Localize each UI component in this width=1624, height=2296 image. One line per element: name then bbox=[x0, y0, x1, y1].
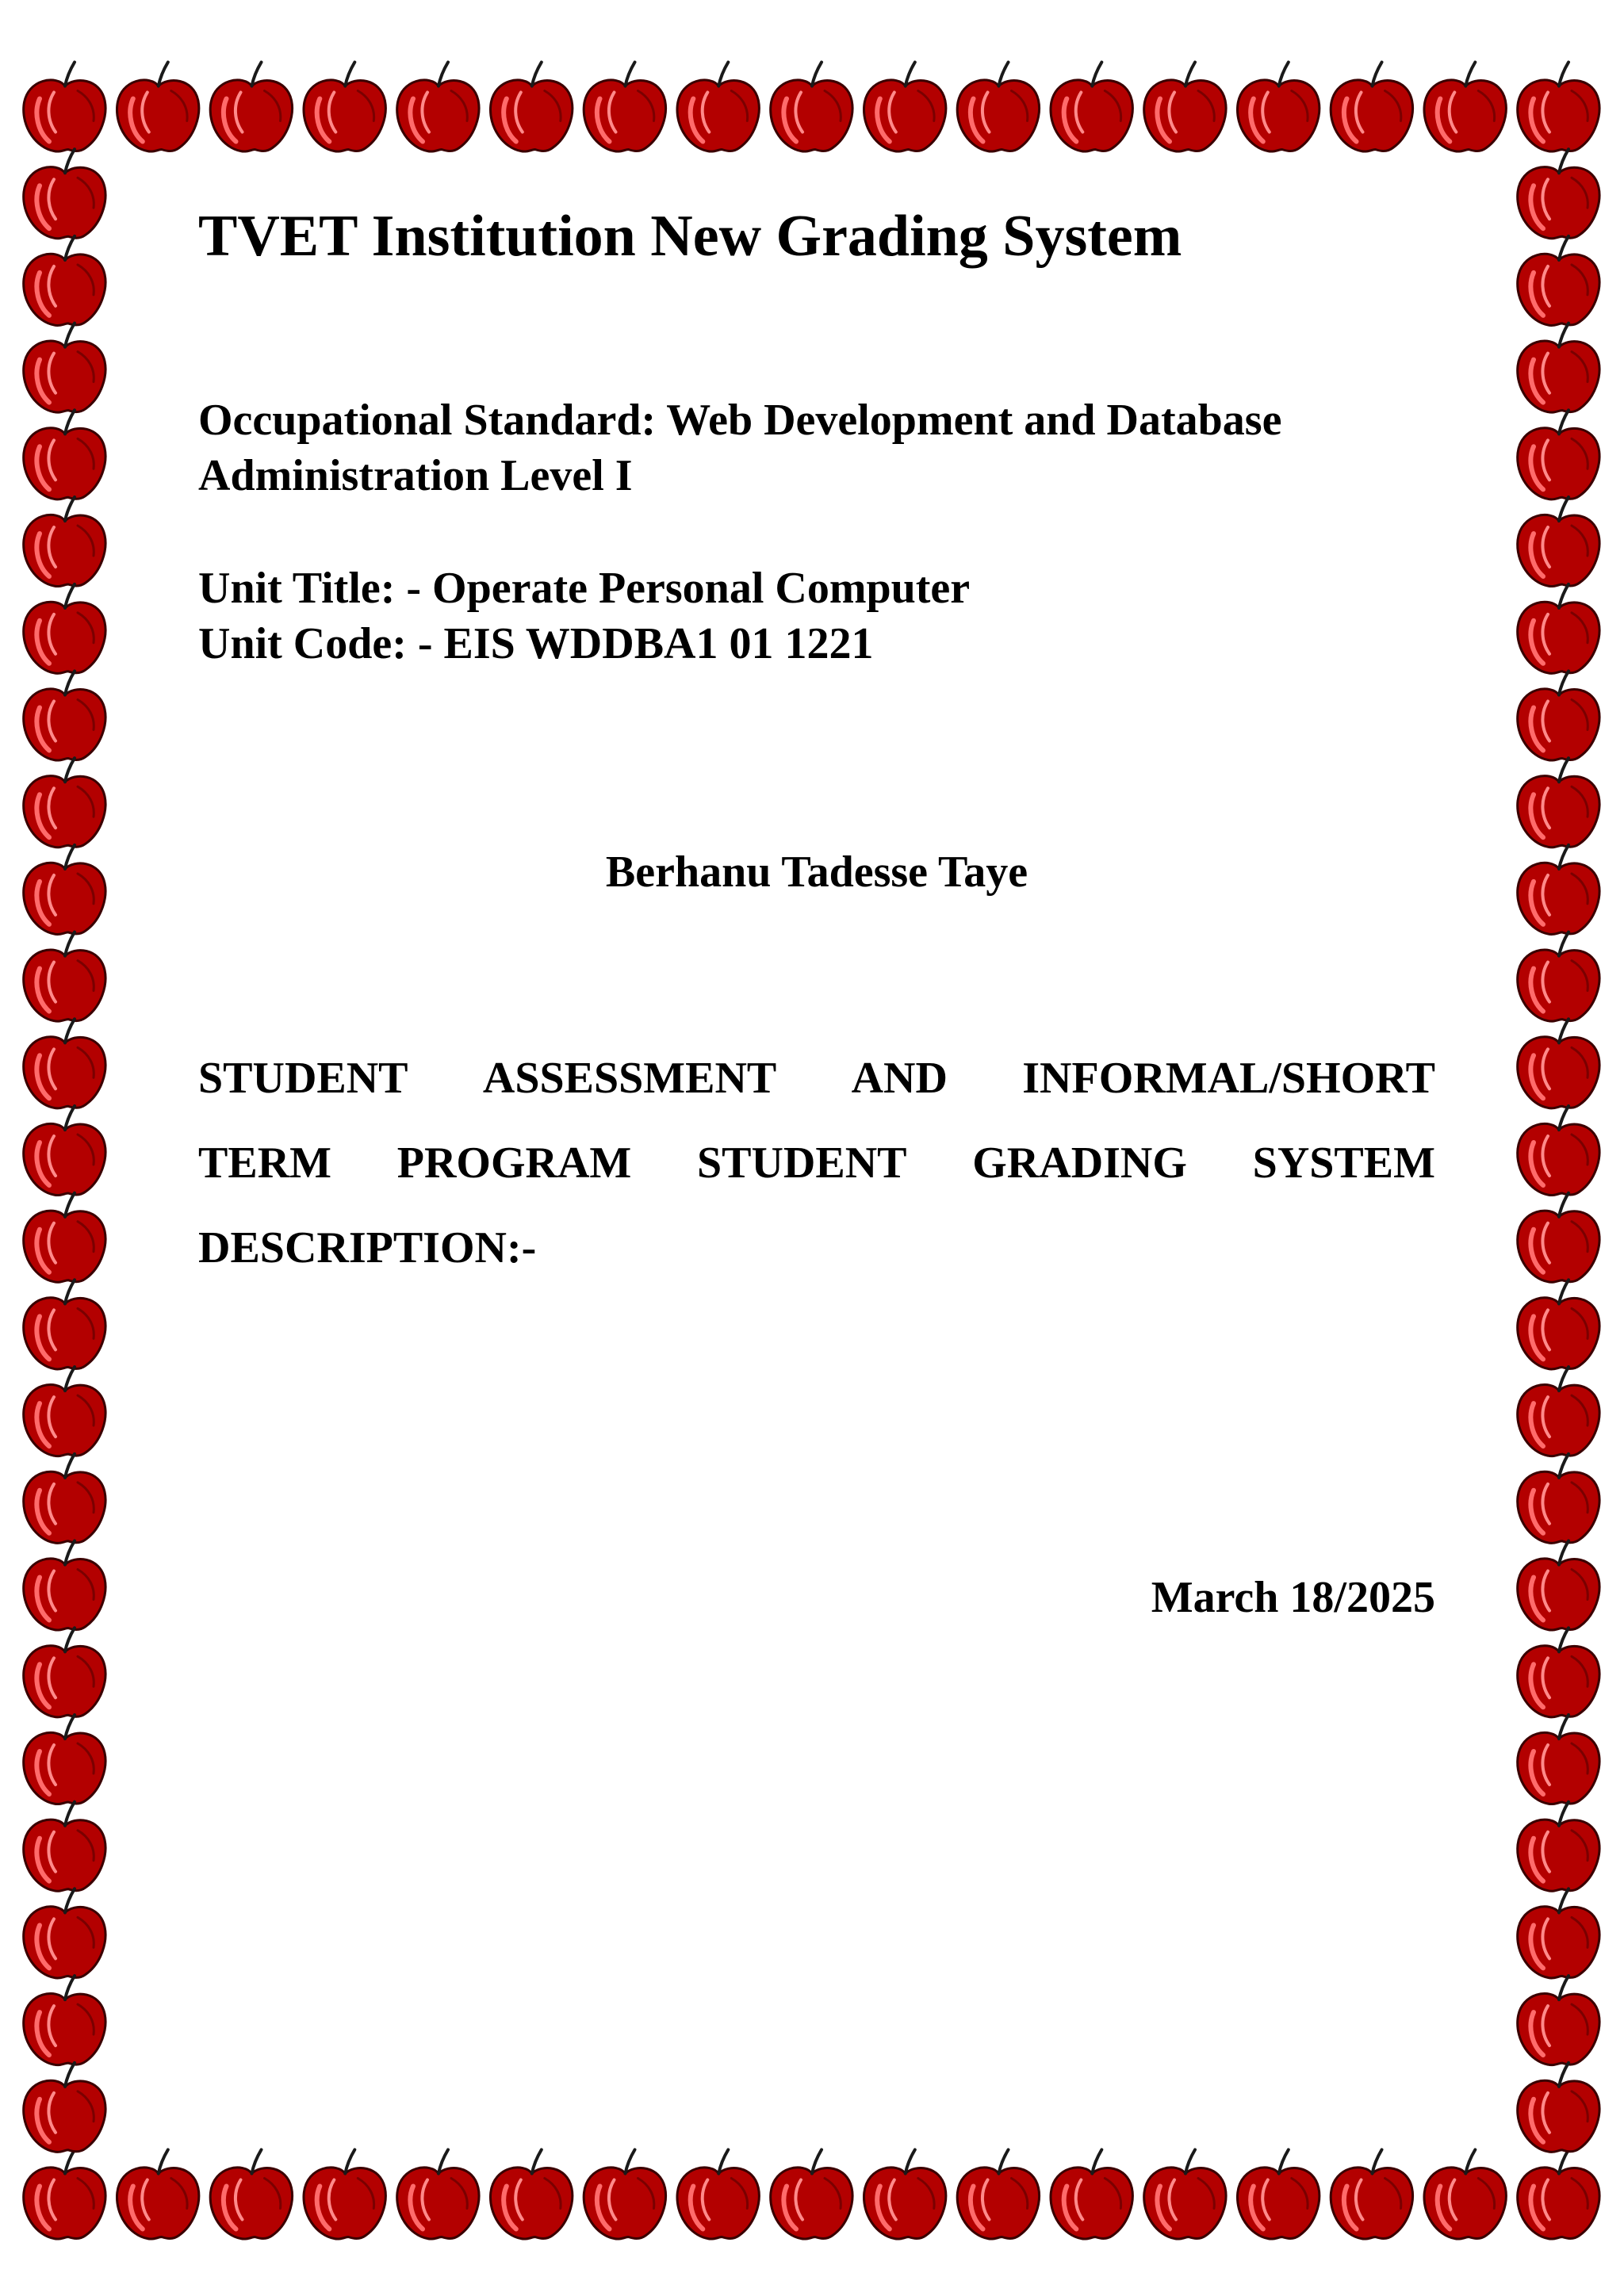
apple-icon bbox=[117, 63, 198, 152]
apple-icon bbox=[24, 1454, 105, 1544]
apple-icon bbox=[24, 1541, 105, 1631]
apple-icon bbox=[24, 63, 105, 152]
apple-icon bbox=[1237, 2150, 1319, 2240]
apple-icon bbox=[1518, 1888, 1599, 1978]
apple-icon bbox=[1518, 1802, 1599, 1892]
heading-word: STUDENT bbox=[696, 1138, 907, 1188]
apple-icon bbox=[1518, 1454, 1599, 1544]
apple-icon bbox=[1518, 2150, 1599, 2240]
apple-icon bbox=[24, 584, 105, 674]
apple-icon bbox=[24, 1106, 105, 1196]
apple-icon bbox=[1144, 2150, 1226, 2240]
apple-icon bbox=[1518, 63, 1599, 152]
apple-icon bbox=[24, 845, 105, 935]
apple-icon bbox=[1518, 1106, 1599, 1196]
apple-icon bbox=[24, 2063, 105, 2152]
apple-icon bbox=[1424, 2150, 1506, 2240]
apple-icon bbox=[24, 236, 105, 326]
apple-icon bbox=[24, 1367, 105, 1456]
apple-icon bbox=[677, 63, 759, 152]
apple-icon bbox=[1518, 2063, 1599, 2152]
apple-icon bbox=[24, 149, 105, 239]
apple-icon bbox=[1518, 845, 1599, 935]
apple-icon bbox=[1518, 1715, 1599, 1804]
apple-icon bbox=[1144, 63, 1226, 152]
heading-word: ASSESSMENT bbox=[482, 1054, 777, 1103]
apple-icon bbox=[24, 1280, 105, 1369]
heading-word: TERM bbox=[198, 1138, 331, 1188]
apple-icon bbox=[397, 2150, 479, 2240]
apple-icon bbox=[864, 63, 945, 152]
apple-icon bbox=[1331, 2150, 1412, 2240]
apple-icon bbox=[957, 2150, 1039, 2240]
apple-icon bbox=[584, 63, 665, 152]
apple-icon bbox=[397, 63, 479, 152]
apple-icon bbox=[1518, 758, 1599, 848]
apple-icon bbox=[24, 2150, 105, 2240]
description-heading-line2 bbox=[198, 1135, 1435, 1191]
apple-icon bbox=[24, 1193, 105, 1283]
description-heading-line1 bbox=[198, 1050, 1435, 1106]
apple-icon bbox=[304, 63, 385, 152]
document-date: March 18/2025 bbox=[1151, 1573, 1435, 1622]
apple-icon bbox=[864, 2150, 945, 2240]
apple-icon bbox=[1518, 1541, 1599, 1631]
unit-title: Unit Title: - Operate Personal Computer bbox=[198, 564, 971, 613]
apple-icon bbox=[1518, 1976, 1599, 2065]
apple-icon bbox=[210, 2150, 292, 2240]
heading-word: PROGRAM bbox=[396, 1138, 632, 1188]
apple-icon bbox=[24, 1715, 105, 1804]
apple-icon bbox=[24, 758, 105, 848]
apple-icon bbox=[584, 2150, 665, 2240]
apple-icon bbox=[1424, 63, 1506, 152]
heading-word: AND bbox=[851, 1054, 948, 1103]
heading-word: STUDENT bbox=[198, 1054, 408, 1103]
description-heading-line3: DESCRIPTION:- bbox=[198, 1223, 537, 1272]
apple-icon bbox=[304, 2150, 385, 2240]
apple-icon bbox=[24, 410, 105, 499]
document-title: TVET Institution New Grading System bbox=[198, 204, 1182, 269]
apple-icon bbox=[24, 323, 105, 413]
apple-icon bbox=[1051, 63, 1132, 152]
apple-icon bbox=[24, 497, 105, 587]
apple-icon bbox=[677, 2150, 759, 2240]
apple-icon bbox=[24, 1628, 105, 1717]
apple-icon bbox=[24, 1802, 105, 1892]
apple-icon bbox=[1518, 1367, 1599, 1456]
apple-icon bbox=[1518, 1019, 1599, 1108]
apple-icon bbox=[1518, 1628, 1599, 1717]
apple-icon bbox=[1518, 1193, 1599, 1283]
apple-icon bbox=[210, 63, 292, 152]
apple-icon bbox=[771, 2150, 852, 2240]
apple-icon bbox=[1331, 63, 1412, 152]
apple-icon bbox=[490, 63, 572, 152]
apple-icon bbox=[1518, 497, 1599, 587]
occupational-standard-line2: Administration Level I bbox=[198, 451, 633, 500]
apple-icon bbox=[24, 932, 105, 1022]
apple-icon bbox=[1518, 323, 1599, 413]
apple-icon bbox=[957, 63, 1039, 152]
apple-icon bbox=[490, 2150, 572, 2240]
apple-icon bbox=[1051, 2150, 1132, 2240]
apple-icon bbox=[24, 1019, 105, 1108]
heading-word: GRADING bbox=[972, 1138, 1187, 1188]
apple-icon bbox=[24, 1888, 105, 1978]
occupational-standard-line1: Occupational Standard: Web Development and Database bbox=[198, 396, 1282, 445]
apple-icon bbox=[117, 2150, 198, 2240]
apple-icon bbox=[1518, 236, 1599, 326]
apple-icon bbox=[1518, 149, 1599, 239]
apple-icon bbox=[1518, 584, 1599, 674]
apple-icon bbox=[24, 1976, 105, 2065]
apple-icon bbox=[771, 63, 852, 152]
unit-code: Unit Code: - EIS WDDBA1 01 1221 bbox=[198, 619, 874, 668]
apple-icon bbox=[1518, 410, 1599, 499]
apple-icon bbox=[1237, 63, 1319, 152]
apple-icon bbox=[24, 672, 105, 761]
heading-word: SYSTEM bbox=[1252, 1138, 1435, 1188]
author-name: Berhanu Tadesse Taye bbox=[605, 848, 1028, 897]
heading-word: INFORMAL/SHORT bbox=[1022, 1054, 1435, 1103]
apple-icon bbox=[1518, 1280, 1599, 1369]
apple-icon bbox=[1518, 932, 1599, 1022]
apple-icon bbox=[1518, 672, 1599, 761]
